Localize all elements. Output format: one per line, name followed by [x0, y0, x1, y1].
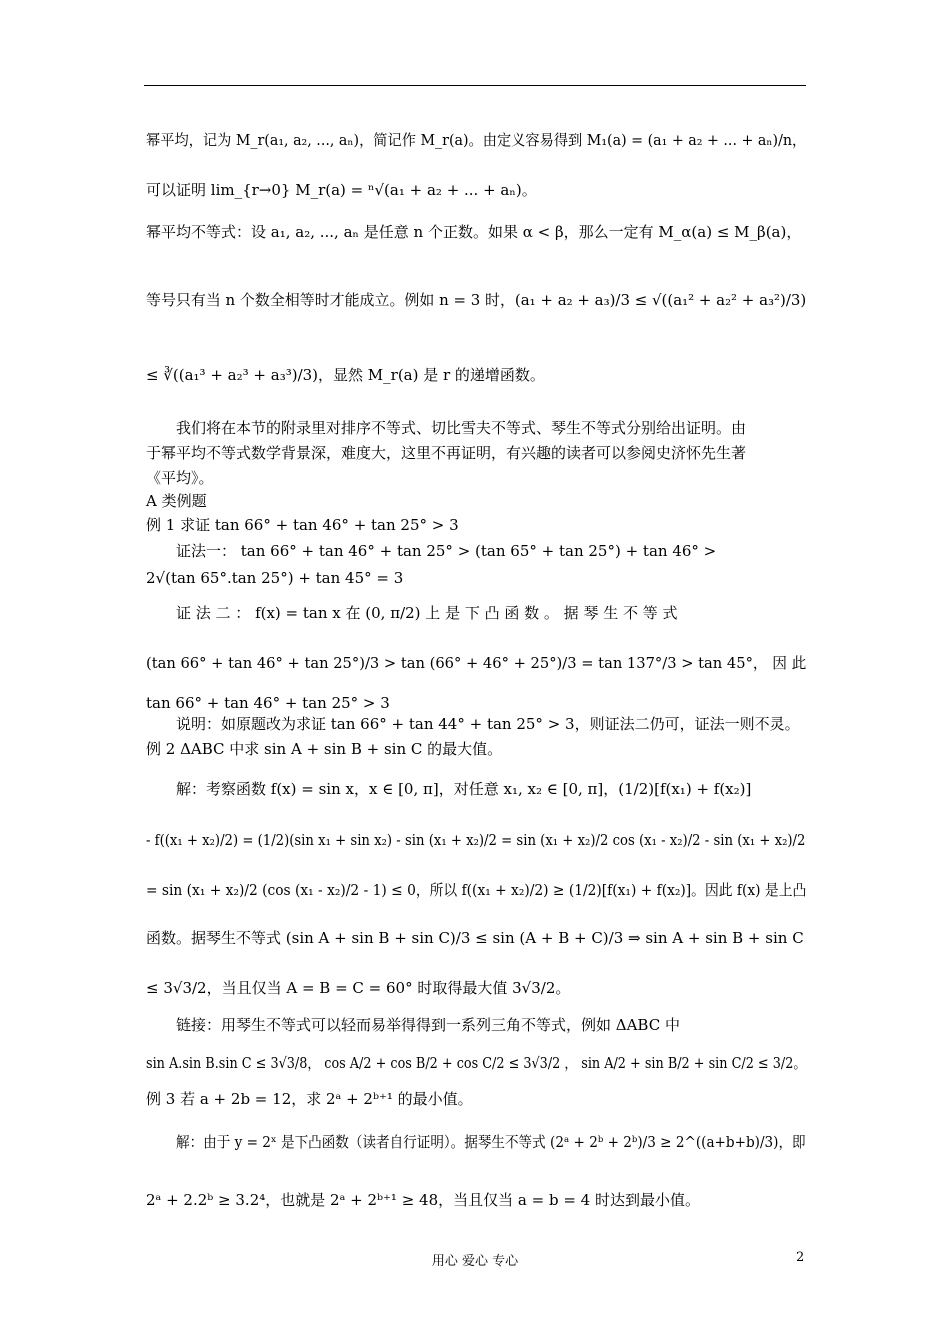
text-line: (tan 66° + tan 46° + tan 25°)/3 > tan (66° + 46° + 25°)/3 = tan 137°/3 > tan 45°， 因 此 — [146, 654, 807, 672]
text-line: 于幂平均不等式数学背景深，难度大，这里不再证明，有兴趣的读者可以参阅史济怀先生著 — [146, 444, 747, 462]
text-line: 《平均》。 — [146, 469, 214, 487]
text-line: 2ᵃ + 2.2ᵇ ≥ 3.2⁴，也就是 2ᵃ + 2ᵇ⁺¹ ≥ 48，当且仅当 a = b = 4 时达到最小值。 — [146, 1191, 700, 1209]
text-line: 我们将在本节的附录里对排序不等式、切比雪夫不等式、琴生不等式分别给出证明。由 — [176, 419, 747, 437]
header-rule — [144, 85, 806, 86]
text-line: 证 法 二 ： f(x) = tan x 在 (0, π/2) 上 是 下 凸 函 数 。 据 琴 生 不 等 式 — [176, 604, 678, 622]
text-line: 2√(tan 65°.tan 25°) + tan 45° = 3 — [146, 569, 404, 587]
text-line: = sin (x₁ + x₂)/2 (cos (x₁ - x₂)/2 - 1) ≤ 0，所以 f((x₁ + x₂)/2) ≥ (1/2)[f(x₁) + f(x₂)]。因此 f(x) 是上凸 — [146, 881, 807, 899]
text-line: 解：由于 y = 2ˣ 是下凸函数（读者自行证明）。据琴生不等式 (2ᵃ + 2ᵇ + 2ᵇ)/3 ≥ 2^((a+b+b)/3)，即 — [176, 1133, 806, 1151]
text-line: 例 2 ΔABC 中求 sin A + sin B + sin C 的最大值。 — [146, 740, 503, 758]
text-line: sin A.sin B.sin C ≤ 3√3/8， cos A/2 + cos B/2 + cos C/2 ≤ 3√3/2 ， sin A/2 + sin B/2 + sin C/2 ≤ 3/2。 — [146, 1054, 807, 1072]
text-line: 幂平均，记为 M_r(a₁, a₂, ..., aₙ)，简记作 M_r(a)。由定义容易得到 M₁(a) = (a₁ + a₂ + ... + aₙ)/n， — [146, 131, 807, 149]
text-line: 函数。据琴生不等式 (sin A + sin B + sin C)/3 ≤ sin (A + B + C)/3 ⇒ sin A + sin B + sin C — [146, 929, 804, 947]
text-line: 链接：用琴生不等式可以轻而易举得得到一系列三角不等式，例如 ΔABC 中 — [176, 1016, 680, 1034]
text-line: 说明：如原题改为求证 tan 66° + tan 44° + tan 25° > 3，则证法二仍可，证法一则不灵。 — [176, 715, 800, 733]
text-line: 解：考察函数 f(x) = sin x，x ∈ [0, π]，对任意 x₁, x₂ ∈ [0, π]，(1/2)[f(x₁) + f(x₂)] — [176, 780, 752, 798]
text-line: 可以证明 lim_{r→0} M_r(a) = ⁿ√(a₁ + a₂ + ... + aₙ)。 — [146, 181, 537, 199]
text-line: ≤ ∛((a₁³ + a₂³ + a₃³)/3)，显然 M_r(a) 是 r 的递增函数。 — [146, 366, 545, 384]
page-number: 2 — [796, 1250, 805, 1265]
text-line: 等号只有当 n 个数全相等时才能成立。例如 n = 3 时，(a₁ + a₂ + a₃)/3 ≤ √((a₁² + a₂² + a₃²)/3) — [146, 291, 807, 309]
text-line: 幂平均不等式：设 a₁, a₂, ..., aₙ 是任意 n 个正数。如果 α < β，那么一定有 M_α(a) ≤ M_β(a)， — [146, 223, 802, 241]
page-footer: 用心 爱心 专心 — [431, 1254, 519, 1269]
text-line: tan 66° + tan 46° + tan 25° > 3 — [146, 694, 390, 712]
text-line: - f((x₁ + x₂)/2) = (1/2)(sin x₁ + sin x₂) - sin (x₁ + x₂)/2 = sin (x₁ + x₂)/2 cos (x₁ - x₂)/2 - sin (x₁ + x₂)/2 — [146, 831, 806, 849]
text-line: A 类例题 — [146, 492, 207, 510]
text-line: 例 3 若 a + 2b = 12，求 2ᵃ + 2ᵇ⁺¹ 的最小值。 — [146, 1090, 473, 1108]
text-line: 证法一： tan 66° + tan 46° + tan 25° > (tan 65° + tan 25°) + tan 46° > — [176, 542, 717, 560]
text-line: ≤ 3√3/2，当且仅当 A = B = C = 60° 时取得最大值 3√3/2。 — [146, 979, 571, 997]
text-line: 例 1 求证 tan 66° + tan 46° + tan 25° > 3 — [146, 516, 459, 534]
